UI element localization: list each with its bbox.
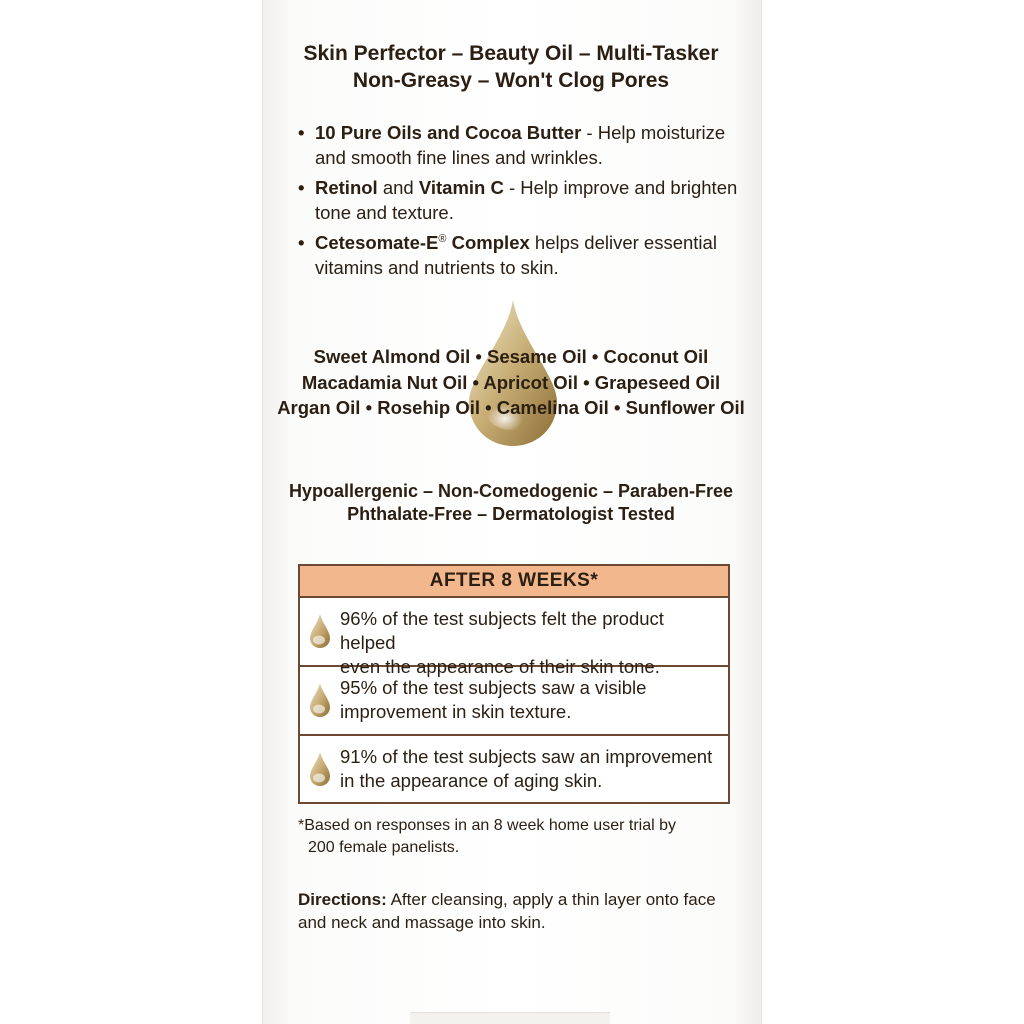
oil-drop-icon xyxy=(309,613,331,649)
benefit-bold-after: Complex xyxy=(446,232,530,253)
result-line-1: 96% of the test subjects felt the product helped xyxy=(340,608,664,653)
oil-drop-icon xyxy=(309,682,331,718)
benefit-item xyxy=(298,175,738,225)
oil-line-1: Sweet Almond Oil • Sesame Oil • Coconut Oil xyxy=(313,346,709,367)
result-line-2: in the appearance of aging skin. xyxy=(340,770,603,791)
headline-line-1: Skin Perfector – Beauty Oil – Multi-Tasker xyxy=(303,42,719,65)
result-row xyxy=(300,667,728,736)
oil-line-3: Argan Oil • Rosehip Oil • Camelina Oil • Sunflower Oil xyxy=(277,397,745,418)
result-text xyxy=(340,676,720,724)
result-line-1: 95% of the test subjects saw a visible xyxy=(340,677,647,698)
result-line-2: improvement in skin texture. xyxy=(340,701,572,722)
oil-list xyxy=(262,344,760,421)
headline-line-2: Non-Greasy – Won't Clog Pores xyxy=(352,69,670,92)
bullet-dot: • xyxy=(298,122,305,143)
directions-label: Directions: xyxy=(298,890,387,909)
result-row xyxy=(300,598,728,677)
benefit-item xyxy=(298,120,738,170)
benefit-bold: Cetesomate-E xyxy=(315,232,439,253)
result-line-2: even the appearance of their skin tone. xyxy=(340,656,660,677)
result-text xyxy=(340,745,720,793)
results-table xyxy=(298,564,730,804)
oil-drop-icon xyxy=(309,751,331,787)
claims-line-2: Phthalate-Free – Dermatologist Tested xyxy=(347,504,675,524)
oil-line-2: Macadamia Nut Oil • Apricot Oil • Grapeseed Oil xyxy=(301,371,721,393)
package-flap xyxy=(410,1012,610,1024)
benefit-bold: Retinol xyxy=(315,177,378,198)
results-header: AFTER 8 WEEKS* xyxy=(300,566,728,598)
benefit-item xyxy=(298,230,738,280)
benefit-list xyxy=(298,120,738,285)
footnote-line-2: 200 female panelists. xyxy=(308,839,460,856)
claims-line-1: Hypoallergenic – Non-Comedogenic – Paraben-Free xyxy=(288,481,734,501)
headline xyxy=(262,40,760,94)
footnote xyxy=(298,815,738,859)
product-claims xyxy=(262,480,760,526)
benefit-joiner: and xyxy=(377,177,419,198)
result-row xyxy=(300,736,728,802)
directions xyxy=(298,888,738,934)
bullet-dot: • xyxy=(298,177,305,198)
registered-mark: ® xyxy=(438,232,447,245)
benefit-text: helps deliver essential vitamins and nutrients to skin. xyxy=(315,232,717,278)
benefit-bold: 10 Pure Oils and Cocoa Butter xyxy=(315,122,582,143)
footnote-line-1: *Based on responses in an 8 week home user trial by xyxy=(298,817,676,834)
bullet-dot: • xyxy=(298,232,305,253)
benefit-text: - Help improve and brighten tone and texture. xyxy=(315,177,738,223)
directions-text: After cleansing, apply a thin layer onto face and neck and massage into skin. xyxy=(298,890,716,932)
benefit-text: - Help moisturize and smooth fine lines and wrinkles. xyxy=(315,122,726,168)
result-line-1: 91% of the test subjects saw an improvement xyxy=(340,746,713,767)
benefit-bold-2: Vitamin C xyxy=(418,177,504,198)
